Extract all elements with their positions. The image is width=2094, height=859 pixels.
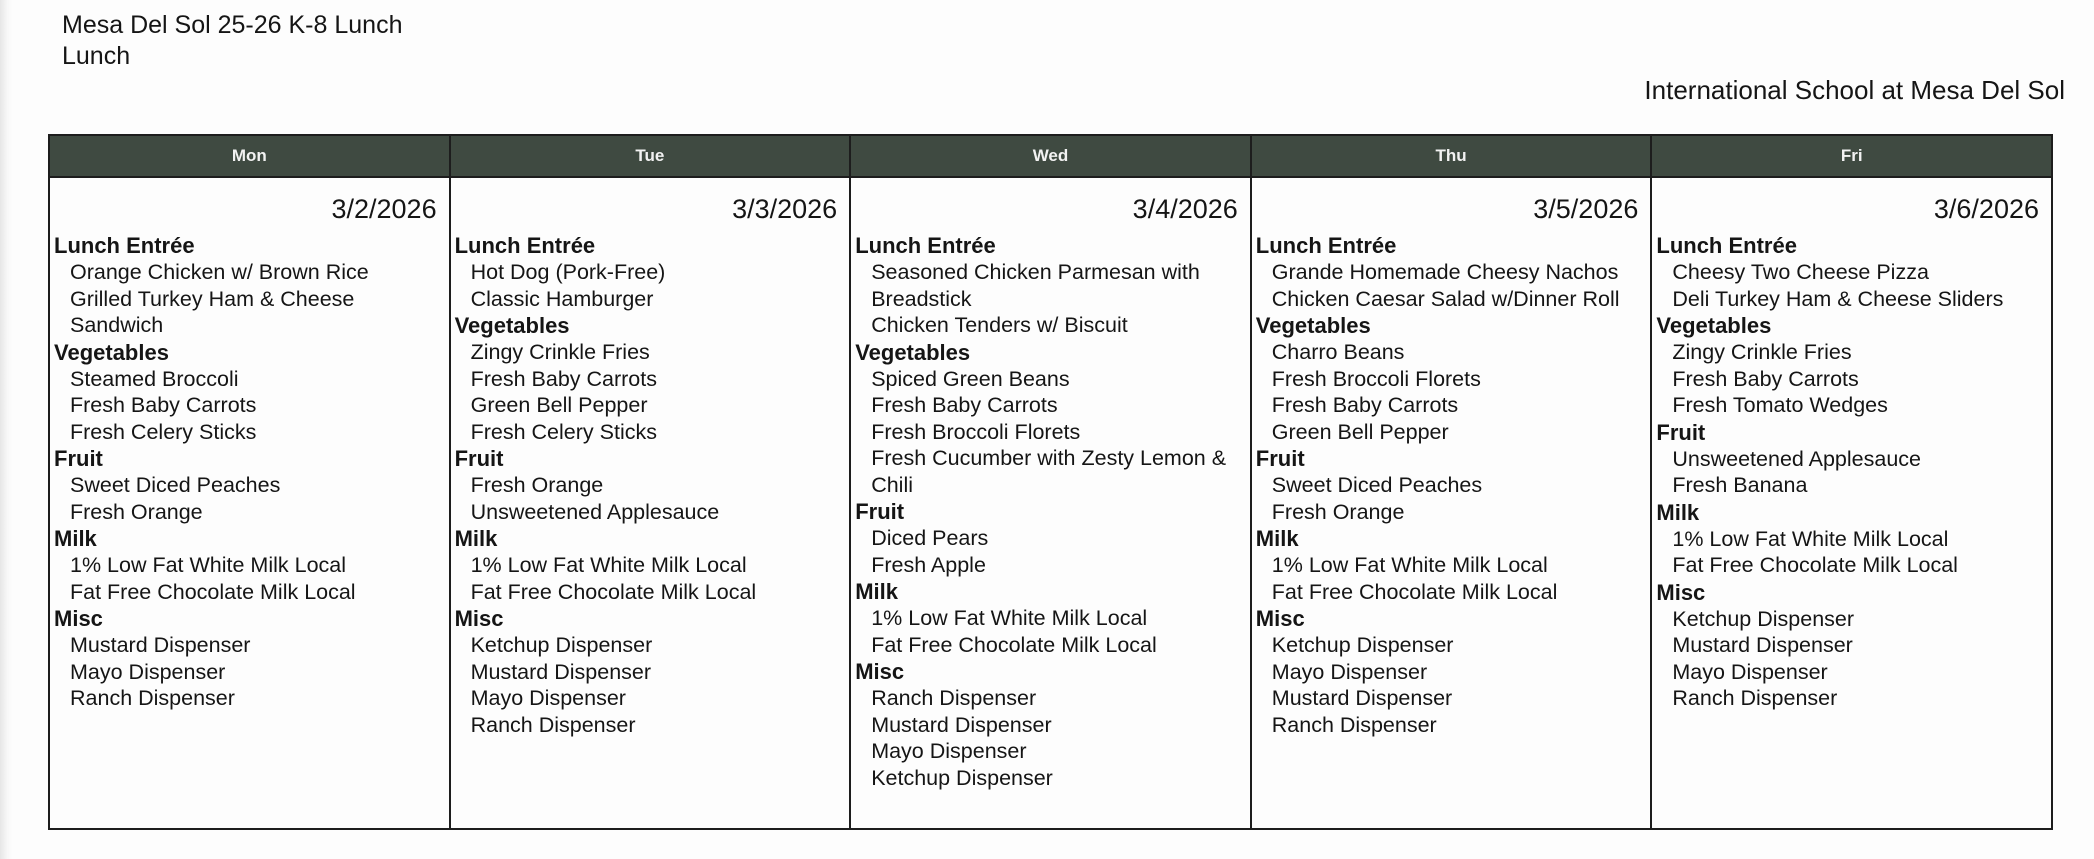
menu-item: Classic Hamburger	[470, 286, 654, 311]
menu-item: Fresh Broccoli Florets	[871, 419, 1081, 444]
school-name: International School at Mesa Del Sol	[1644, 75, 2065, 105]
category-heading: Fruit	[1656, 419, 1706, 445]
menu-item: Ketchup Dispenser	[1672, 606, 1855, 631]
weekday-header: Mon	[49, 135, 450, 177]
category-heading: Lunch Entrée	[1656, 233, 1797, 258]
menu-item: Sweet Diced Peaches	[70, 473, 281, 497]
day-cell	[851, 178, 1250, 791]
menu-item: Grilled Turkey Ham & Cheese Sandwich	[70, 286, 355, 337]
category-heading: Milk	[454, 526, 498, 551]
category-heading: Milk	[855, 579, 898, 604]
menu-item: Unsweetened Applesauce	[470, 499, 720, 524]
menu-item: Mayo Dispenser	[871, 739, 1027, 763]
menu-heading	[62, 10, 402, 72]
menu-item: 1% Low Fat White Milk Local	[470, 553, 747, 577]
menu-item: Cheesy Two Cheese Pizza	[1672, 260, 1929, 284]
menu-item: Steamed Broccoli	[70, 366, 239, 391]
category-heading: Fruit	[54, 446, 103, 471]
menu-item: Sweet Diced Peaches	[1271, 473, 1483, 497]
menu-item: Fresh Tomato Wedges	[1672, 393, 1888, 417]
menu-item: Hot Dog (Pork-Free)	[470, 260, 666, 284]
menu-item: Mayo Dispenser	[70, 659, 226, 684]
menu-item: 1% Low Fat White Milk Local	[1672, 526, 1949, 551]
category-heading: Lunch Entrée	[454, 233, 596, 258]
menu-item: Ranch Dispenser	[1271, 712, 1437, 737]
menu-item: Fresh Celery Sticks	[470, 419, 657, 444]
day-cell	[1652, 178, 2051, 712]
menu-item: Fresh Celery Sticks	[70, 419, 257, 444]
menu-item: Ketchup Dispenser	[871, 765, 1053, 790]
menu-item: Seasoned Chicken Parmesan with Breadstick	[871, 260, 1200, 311]
menu-item: Fresh Orange	[470, 473, 604, 497]
menu-item: Spiced Green Beans	[871, 366, 1070, 391]
menu-subtitle: Lunch	[62, 42, 131, 70]
category-heading: Milk	[1255, 526, 1299, 551]
category-heading: Lunch Entrée	[54, 233, 195, 258]
menu-item: Mayo Dispenser	[1271, 659, 1428, 684]
day-column	[850, 177, 1251, 829]
scan-edge	[0, 0, 12, 859]
category-heading: Misc	[454, 606, 504, 631]
menu-item: Mustard Dispenser	[871, 712, 1052, 737]
menu-item: Charro Beans	[1271, 340, 1405, 364]
date-label: 3/3/2026	[732, 194, 838, 224]
menu-item: 1% Low Fat White Milk Local	[871, 606, 1148, 630]
date-label: 3/4/2026	[1132, 194, 1238, 224]
menu-title: Mesa Del Sol 25-26 K-8 Lunch	[62, 11, 403, 39]
menu-item: Fresh Baby Carrots	[1271, 393, 1459, 417]
menu-item: Green Bell Pepper	[1271, 419, 1449, 444]
menu-item: 1% Low Fat White Milk Local	[70, 553, 347, 577]
menu-item: Fresh Baby Carrots	[1672, 366, 1859, 391]
menu-item: Fat Free Chocolate Milk Local	[1271, 579, 1558, 604]
menu-item: Fresh Baby Carrots	[470, 366, 657, 391]
day-column	[1651, 177, 2052, 829]
category-heading: Fruit	[855, 499, 905, 524]
date-label: 3/2/2026	[331, 194, 437, 224]
menu-item: Ranch Dispenser	[1672, 686, 1838, 710]
menu-item: Fresh Orange	[70, 499, 203, 524]
menu-item: Mustard Dispenser	[70, 633, 251, 657]
day-column	[49, 177, 450, 829]
day-cell	[50, 178, 449, 712]
menu-item: Green Bell Pepper	[470, 393, 648, 417]
menu-item: Fresh Apple	[871, 552, 986, 577]
category-heading: Vegetables	[855, 339, 971, 365]
category-heading: Vegetables	[1255, 313, 1371, 338]
weekday-header: Thu	[1251, 135, 1652, 177]
category-heading: Vegetables	[54, 339, 169, 365]
menu-item: Fresh Cucumber with Zesty Lemon & Chili	[871, 446, 1227, 497]
weekday-header: Tue	[450, 135, 851, 177]
menu-item: Ketchup Dispenser	[470, 633, 653, 657]
menu-item: Ranch Dispenser	[871, 686, 1037, 710]
category-heading: Milk	[54, 526, 97, 551]
day-column	[1251, 177, 1652, 829]
menu-item: Mayo Dispenser	[1672, 659, 1828, 684]
menu-item: Fresh Banana	[1672, 473, 1808, 497]
category-heading: Lunch Entrée	[1255, 233, 1397, 258]
menu-item: Ketchup Dispenser	[1271, 633, 1454, 657]
category-heading: Vegetables	[454, 313, 570, 338]
menu-item: Orange Chicken w/ Brown Rice	[70, 260, 369, 284]
menu-item: Deli Turkey Ham & Cheese Sliders	[1672, 286, 2004, 311]
category-heading: Fruit	[1255, 446, 1305, 471]
menu-item: Fresh Orange	[1271, 499, 1405, 524]
menu-item: 1% Low Fat White Milk Local	[1271, 553, 1548, 577]
menu-item: Mayo Dispenser	[470, 686, 626, 710]
menu-item: Ranch Dispenser	[470, 712, 636, 737]
category-heading: Fruit	[454, 446, 504, 471]
category-heading: Lunch Entrée	[855, 233, 996, 258]
menu-item: Mustard Dispenser	[470, 659, 652, 684]
weekday-header: Wed	[850, 135, 1251, 177]
menu-item: Fat Free Chocolate Milk Local	[70, 579, 356, 604]
menu-item: Fresh Baby Carrots	[871, 393, 1058, 417]
weekday-header-row	[49, 135, 2052, 177]
category-heading: Misc	[1656, 579, 1706, 605]
date-label: 3/5/2026	[1533, 194, 1639, 224]
menu-item: Fat Free Chocolate Milk Local	[871, 632, 1157, 657]
weekday-header: Fri	[1651, 135, 2052, 177]
menu-item: Unsweetened Applesauce	[1672, 446, 1922, 471]
menu-item: Mustard Dispenser	[1672, 633, 1853, 657]
menu-item: Zingy Crinkle Fries	[470, 340, 650, 364]
menu-item: Fat Free Chocolate Milk Local	[1672, 553, 1958, 577]
menu-row	[49, 177, 2052, 829]
category-heading: Misc	[1255, 606, 1305, 631]
category-heading: Milk	[1656, 499, 1700, 525]
menu-item: Ranch Dispenser	[70, 686, 235, 710]
category-heading: Misc	[855, 659, 905, 684]
menu-item: Fresh Baby Carrots	[70, 393, 257, 417]
day-cell	[451, 178, 850, 738]
menu-item: Zingy Crinkle Fries	[1672, 340, 1852, 364]
menu-item: Fresh Broccoli Florets	[1271, 366, 1481, 391]
menu-item: Fat Free Chocolate Milk Local	[470, 579, 757, 604]
menu-item: Diced Pears	[871, 526, 989, 550]
menu-item: Chicken Caesar Salad w/Dinner Roll	[1271, 286, 1620, 311]
menu-item: Mustard Dispenser	[1271, 686, 1453, 710]
category-heading: Misc	[54, 606, 103, 631]
menu-item: Chicken Tenders w/ Biscuit	[871, 313, 1128, 337]
menu-item: Grande Homemade Cheesy Nachos	[1271, 260, 1619, 284]
day-cell	[1252, 178, 1651, 738]
date-label: 3/6/2026	[1933, 194, 2039, 224]
weekly-menu-table	[48, 134, 2053, 830]
day-column	[450, 177, 851, 829]
category-heading: Vegetables	[1656, 313, 1772, 338]
